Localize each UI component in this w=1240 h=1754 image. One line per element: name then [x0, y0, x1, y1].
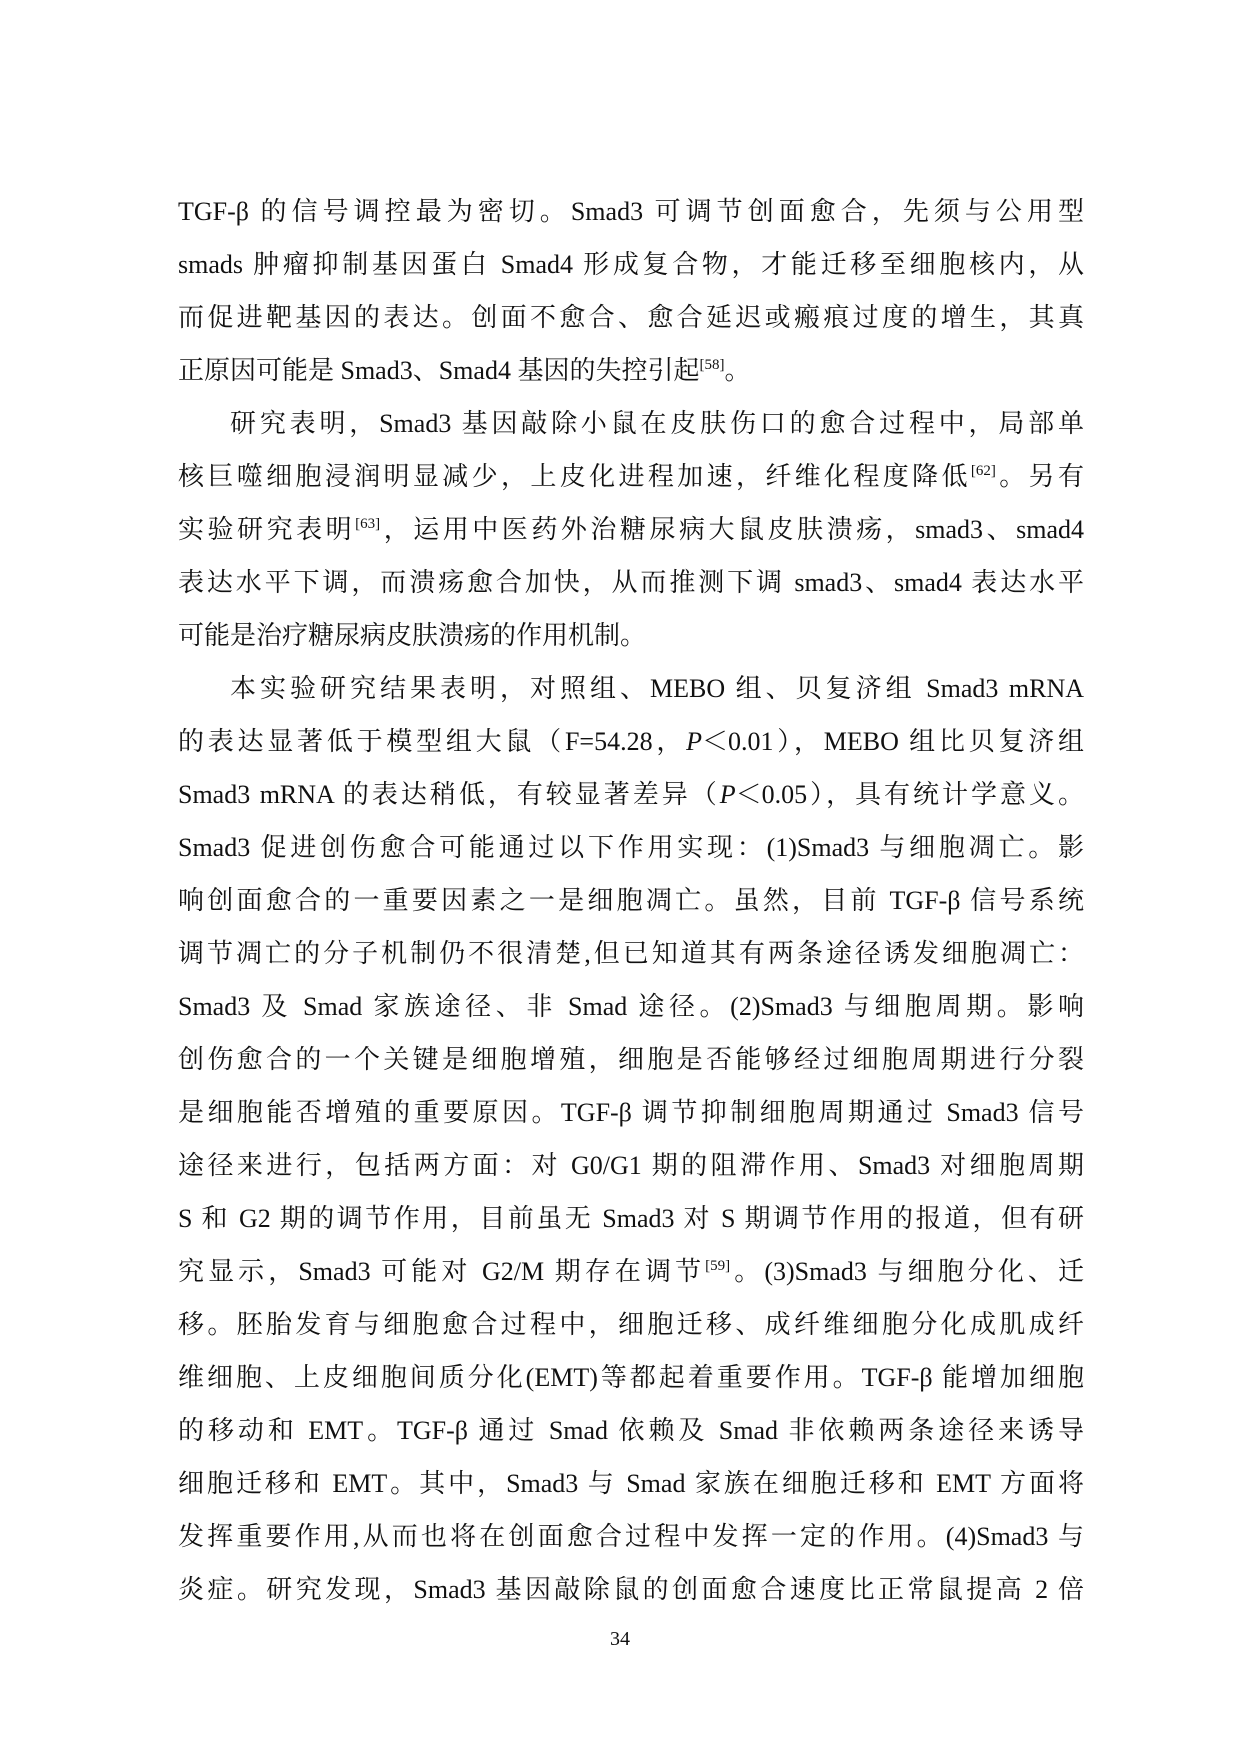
- citation-ref: [62]: [970, 463, 996, 479]
- text-line: [178, 821, 1084, 874]
- text-line: [178, 1351, 1084, 1404]
- italic-symbol: P: [719, 780, 736, 809]
- text-run: 而促进靶基因的表达。创面不愈合、愈合延迟或瘢痕过度的增生，其真: [178, 303, 1084, 332]
- text-run: 表达水平下调，而溃疡愈合加快，从而推测下调 smad3、smad4 表达水平: [178, 568, 1084, 597]
- text-run: 的移动和 EMT。TGF-β 通过 Smad 依赖及 Smad 非依赖两条途径来诱导: [178, 1416, 1084, 1445]
- text-run: ，运用中医药外治糖尿病大鼠皮肤溃疡，smad3、smad4: [380, 515, 1084, 544]
- text-line: [178, 715, 1084, 768]
- text-line: [178, 1404, 1084, 1457]
- text-line: [178, 1510, 1084, 1563]
- text-run: S 和 G2 期的调节作用，目前虽无 Smad3 对 S 期调节作用的报道，但有研: [178, 1204, 1084, 1233]
- page-number: 34: [610, 1628, 630, 1650]
- text-run: 调节凋亡的分子机制仍不很清楚,但已知道其有两条途径诱发细胞凋亡：: [178, 939, 1084, 968]
- text-line: [178, 291, 1084, 344]
- text-run: 本实验研究结果表明，对照组、MEBO 组、贝复济组 Smad3 mRNA: [230, 674, 1084, 703]
- text-run: 是细胞能否增殖的重要原因。TGF-β 调节抑制细胞周期通过 Smad3 信号: [178, 1098, 1084, 1127]
- text-run: TGF-β 的信号调控最为密切。Smad3 可调节创面愈合，先须与公用型: [178, 197, 1084, 226]
- text-run: 研究表明，Smad3 基因敲除小鼠在皮肤伤口的愈合过程中，局部单: [230, 409, 1084, 438]
- body-text: [178, 185, 1084, 1616]
- text-line: [178, 1457, 1084, 1510]
- text-run: 可能是治疗糖尿病皮肤溃疡的作用机制。: [178, 621, 647, 650]
- text-run: 正原因可能是 Smad3、Smad4 基因的失控引起: [178, 356, 700, 385]
- citation-ref: [58]: [699, 357, 725, 373]
- text-line: [178, 450, 1084, 503]
- text-line: [178, 1086, 1084, 1139]
- text-line: [178, 503, 1084, 556]
- text-run: smads 肿瘤抑制基因蛋白 Smad4 形成复合物，才能迁移至细胞核内，从: [178, 250, 1084, 279]
- text-line: [178, 344, 1084, 397]
- text-run: Smad3 及 Smad 家族途径、非 Smad 途径。(2)Smad3 与细胞周期。影响: [178, 992, 1084, 1021]
- text-line: [178, 1033, 1084, 1086]
- text-run: 。: [724, 356, 751, 385]
- text-run: 。另有: [995, 462, 1084, 491]
- text-line: [178, 185, 1084, 238]
- text-run: 维细胞、上皮细胞间质分化(EMT)等都起着重要作用。TGF-β 能增加细胞: [178, 1363, 1084, 1392]
- text-line: [178, 874, 1084, 927]
- text-run: Smad3 促进创伤愈合可能通过以下作用实现：(1)Smad3 与细胞凋亡。影: [178, 833, 1084, 862]
- text-line: [178, 556, 1084, 609]
- text-line: [178, 768, 1084, 821]
- text-run: 发挥重要作用,从而也将在创面愈合过程中发挥一定的作用。(4)Smad3 与: [178, 1522, 1084, 1551]
- text-run: 。(3)Smad3 与细胞分化、迁: [730, 1257, 1085, 1286]
- text-line: [178, 1139, 1084, 1192]
- text-line: [178, 927, 1084, 980]
- text-line: [178, 1563, 1084, 1616]
- text-line: [178, 609, 1084, 662]
- text-run: 的表达显著低于模型组大鼠（F=54.28，: [178, 727, 687, 756]
- text-run: 途径来进行，包括两方面：对 G0/G1 期的阻滞作用、Smad3 对细胞周期: [178, 1151, 1084, 1180]
- citation-ref: [59]: [705, 1258, 731, 1274]
- text-line: [178, 1298, 1084, 1351]
- text-line: [178, 662, 1084, 715]
- text-run: Smad3 mRNA 的表达稍低，有较显著差异（: [178, 780, 720, 809]
- italic-symbol: P: [686, 727, 702, 756]
- text-run: 实验研究表明: [178, 515, 356, 544]
- text-line: [178, 397, 1084, 450]
- text-run: 细胞迁移和 EMT。其中，Smad3 与 Smad 家族在细胞迁移和 EMT 方面将: [178, 1469, 1084, 1498]
- text-run: 核巨噬细胞浸润明显减少，上皮化进程加速，纤维化程度降低: [178, 462, 971, 491]
- text-run: 创伤愈合的一个关键是细胞增殖，细胞是否能够经过细胞周期进行分裂: [178, 1045, 1084, 1074]
- text-run: ＜0.01），MEBO 组比贝复济组: [702, 727, 1085, 756]
- text-line: [178, 238, 1084, 291]
- text-run: ＜0.05），具有统计学意义。: [735, 780, 1084, 809]
- citation-ref: [63]: [355, 516, 381, 532]
- text-line: [178, 980, 1084, 1033]
- text-run: 响创面愈合的一重要因素之一是细胞凋亡。虽然，目前 TGF-β 信号系统: [178, 886, 1084, 915]
- text-run: 移。胚胎发育与细胞愈合过程中，细胞迁移、成纤维细胞分化成肌成纤: [178, 1310, 1084, 1339]
- text-line: [178, 1245, 1084, 1298]
- text-run: 炎症。研究发现，Smad3 基因敲除鼠的创面愈合速度比正常鼠提高 2 倍: [178, 1575, 1084, 1604]
- text-run: 究显示，Smad3 可能对 G2/M 期存在调节: [178, 1257, 706, 1286]
- text-line: [178, 1192, 1084, 1245]
